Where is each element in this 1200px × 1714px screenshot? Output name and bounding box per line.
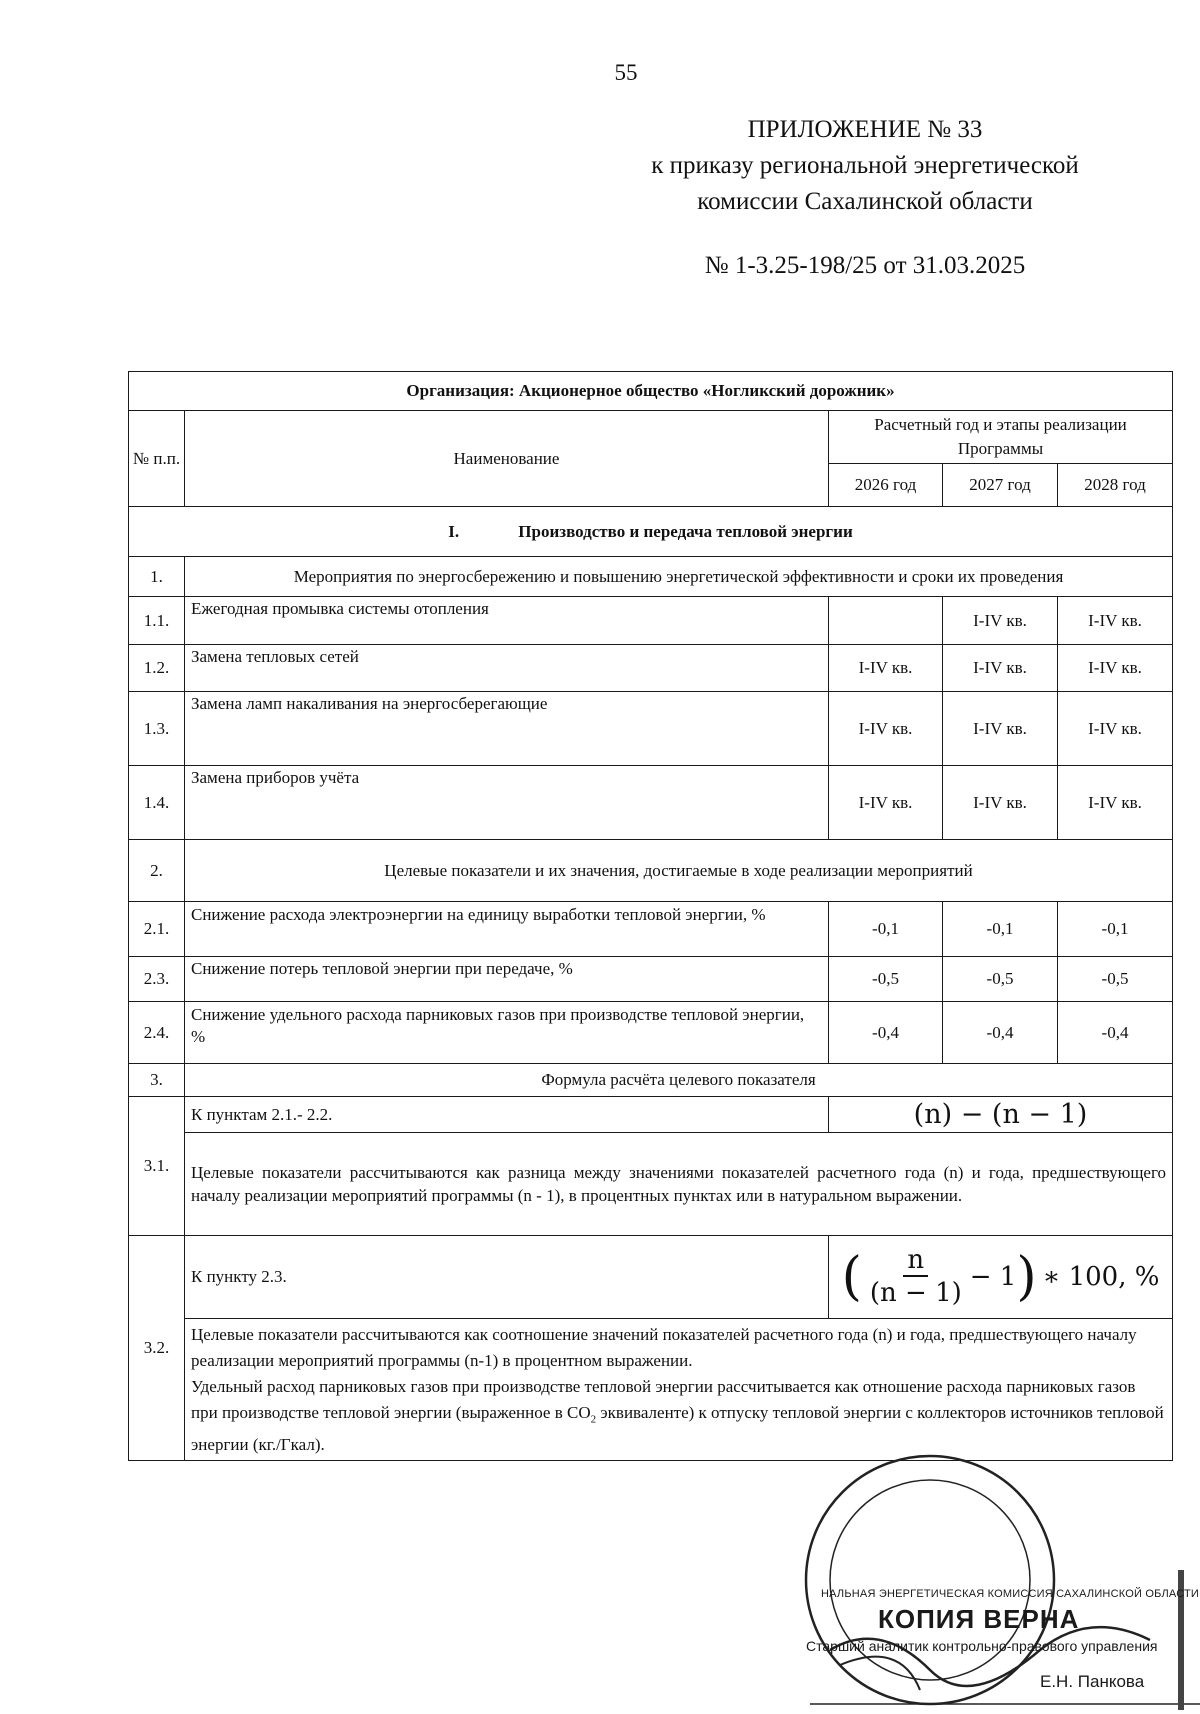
row-value: -0,1 — [1058, 902, 1173, 957]
row-value: -0,4 — [829, 1002, 943, 1064]
stamp-signer-name: Е.Н. Панкова — [1040, 1672, 1145, 1691]
row-num: 2.3. — [129, 957, 185, 1002]
formula-1-desc-row — [129, 1133, 1173, 1236]
row-value: -0,5 — [1058, 957, 1173, 1002]
col-num-header: № п.п. — [129, 411, 185, 507]
table-row — [129, 957, 1173, 1002]
stamp-org: НАЛЬНАЯ ЭНЕРГЕТИЧЕСКАЯ КОМИССИЯ САХАЛИНСКОЙ ОБЛАСТИ — [821, 1588, 1200, 1600]
row-value: I-IV кв. — [1058, 766, 1173, 840]
row-num: 1.2. — [129, 645, 185, 692]
stamp-signer-title: Старший аналитик контрольно-правового управления — [806, 1638, 1158, 1654]
order-number: № 1-3.25-198/25 от 31.03.2025 — [704, 252, 1026, 279]
measures-section-row — [129, 557, 1173, 597]
table-row — [129, 597, 1173, 645]
section-roman: I. — [448, 521, 460, 541]
row-name: Снижение расхода электроэнергии на единицу выработки тепловой энергии, % — [185, 902, 829, 957]
formula-1-label: К пунктам 2.1.- 2.2. — [185, 1097, 829, 1133]
table-row — [129, 692, 1173, 766]
formula-section-row — [129, 1064, 1173, 1097]
section-row — [129, 507, 1173, 557]
row-name: Ежегодная промывка системы отопления — [185, 597, 829, 645]
row-num: 1.1. — [129, 597, 185, 645]
col-name-header: Наименование — [185, 411, 829, 507]
formula-2-description-2: Удельный расход парниковых газов при производстве тепловой энергии рассчитывается как отношение расхода парниковых газов при производстве тепловой энергии (выраженное в $CO_2$ эквиваленте) к отпуску тепловой энергии с коллекторов источников тепловой энергии (кг./Гкал). — [191, 1377, 1164, 1455]
row-name: Замена ламп накаливания на энергосберегающие — [185, 692, 829, 766]
row-num: 3. — [129, 1064, 185, 1097]
row-num: 1.4. — [129, 766, 185, 840]
row-name: Замена приборов учёта — [185, 766, 829, 840]
row-value: I-IV кв. — [1058, 692, 1173, 766]
formula-1-row — [129, 1097, 1173, 1133]
table-row — [129, 1002, 1173, 1064]
row-value: I-IV кв. — [943, 692, 1058, 766]
row-value — [829, 597, 943, 645]
row-value: I-IV кв. — [1058, 645, 1173, 692]
organization-row — [129, 372, 1173, 411]
table-row — [129, 766, 1173, 840]
formula-2-denominator: (n − 1) — [869, 1278, 962, 1308]
formula-2-numerator: n — [903, 1245, 928, 1277]
table-row — [129, 902, 1173, 957]
appendix-title: ПРИЛОЖЕНИЕ № 33 — [747, 116, 983, 143]
formula-2-label: К пункту 2.3. — [185, 1236, 829, 1319]
row-num: 1. — [129, 557, 185, 597]
row-name: Снижение потерь тепловой энергии при передаче, % — [185, 957, 829, 1002]
row-value: I-IV кв. — [943, 597, 1058, 645]
formula-2-tail: − 1 — [969, 1262, 1017, 1292]
page-number: 55 — [614, 60, 638, 85]
row-value: I-IV кв. — [829, 692, 943, 766]
formula-2-row — [129, 1236, 1173, 1319]
appendix-subtitle-line1: к приказу региональной энергетической — [651, 152, 1079, 179]
row-value: -0,5 — [943, 957, 1058, 1002]
row-value: -0,4 — [1058, 1002, 1173, 1064]
formula-1: (n) − (n − 1) — [829, 1097, 1173, 1133]
targets-section-title: Целевые показатели и их значения, достигаемые в ходе реализации мероприятий — [185, 840, 1173, 902]
header-row — [129, 411, 1173, 464]
year-2028: 2028 год — [1058, 464, 1173, 507]
measures-section-title: Мероприятия по энергосбережению и повышению энергетической эффективности и сроки их проведения — [185, 557, 1173, 597]
formula-section-title: Формула расчёта целевого показателя — [185, 1064, 1173, 1097]
row-value: -0,1 — [829, 902, 943, 957]
organization-cell: Организация: Акционерное общество «Ногликский дорожник» — [129, 372, 1173, 411]
row-num: 3.2. — [129, 1236, 185, 1461]
targets-section-row — [129, 840, 1173, 902]
formula-2: ( $\frac{n}{(n - 1)}$ − 1 ) ∗ 100, % — [829, 1236, 1173, 1319]
row-value: -0,1 — [943, 902, 1058, 957]
formula-2-suffix: ∗ 100, % — [1042, 1262, 1160, 1292]
formula-2-desc-row — [129, 1319, 1173, 1461]
row-num: 1.3. — [129, 692, 185, 766]
row-value: I-IV кв. — [943, 766, 1058, 840]
formula-1-description: Целевые показатели рассчитываются как разница между значениями показателей расчетного года (n) и года, предшествующего началу реализации мероприятий программы (n - 1), в процентных пунктах или в натуральном выражении. — [185, 1133, 1173, 1236]
row-value: I-IV кв. — [943, 645, 1058, 692]
row-name: Снижение удельного расхода парниковых газов при производстве тепловой энергии, % — [185, 1002, 829, 1064]
row-value: I-IV кв. — [829, 645, 943, 692]
row-value: I-IV кв. — [1058, 597, 1173, 645]
col-period-header: Расчетный год и этапы реализации Программы — [829, 411, 1173, 464]
formula-2-description-1: Целевые показатели рассчитываются как соотношение значений показателей расчетного года (n) и года, предшествующего началу реализации мероприятий программы (n-1) в процентном выражении. — [191, 1325, 1137, 1370]
program-table — [128, 371, 1173, 1461]
section-title — [129, 507, 1173, 557]
row-num: 2. — [129, 840, 185, 902]
year-2027: 2027 год — [943, 464, 1058, 507]
table-row — [129, 645, 1173, 692]
row-num: 3.1. — [129, 1097, 185, 1236]
appendix-subtitle-line2: комиссии Сахалинской области — [697, 188, 1033, 215]
row-value: -0,4 — [943, 1002, 1058, 1064]
formula-2-description — [185, 1319, 1173, 1461]
row-value: -0,5 — [829, 957, 943, 1002]
row-name: Замена тепловых сетей — [185, 645, 829, 692]
row-num: 2.1. — [129, 902, 185, 957]
stamp-copy-verified: КОПИЯ ВЕРНА — [878, 1604, 1080, 1634]
section-title-text: Производство и передача тепловой энергии — [518, 521, 853, 541]
year-2026: 2026 год — [829, 464, 943, 507]
row-num: 2.4. — [129, 1002, 185, 1064]
row-value: I-IV кв. — [829, 766, 943, 840]
